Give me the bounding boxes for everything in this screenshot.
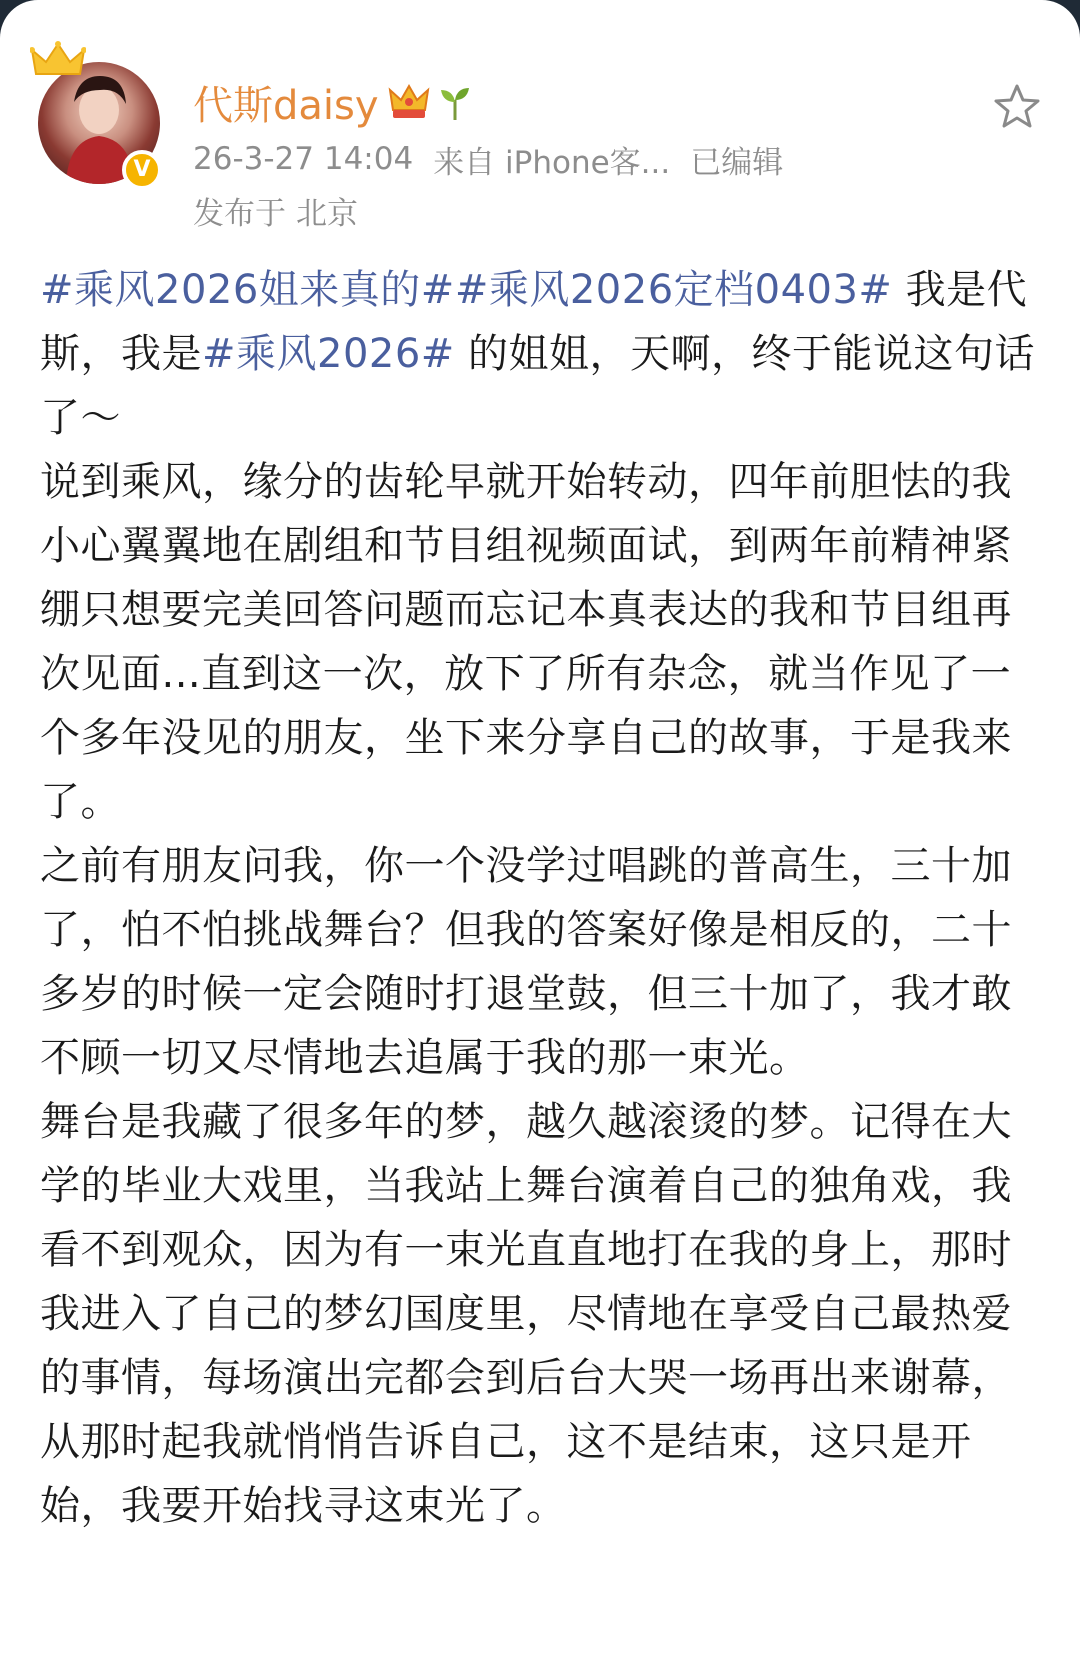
vip-crown-icon[interactable]: [387, 82, 431, 122]
paragraph-2: 说到乘风，缘分的齿轮早就开始转动，四年前胆怯的我小心翼翼地在剧组和节目组视频面试，到两年前精神紧绷只想要完美回答问题而忘记本真表达的我和节目组再次见面...直到这一次，放下了所有杂念，就当作见了一个多年没见的朋友，坐下来分享自己的故事，于是我来了。: [40, 459, 1012, 825]
hashtag-link[interactable]: #乘风2026#: [202, 331, 455, 377]
avatar[interactable]: [38, 62, 160, 184]
star-icon[interactable]: [992, 82, 1042, 132]
paragraph-4: 舞台是我藏了很多年的梦，越久越滚烫的梦。记得在大学的毕业大戏里，当我站上舞台演着自己的独角戏，我看不到观众，因为有一束光直直地打在我的身上，那时我进入了自己的梦幻国度里，尽情地在享受自己最热爱的事情，每场演出完都会到后台大哭一场再出来谢幕，从那时起我就悄悄告诉自己，这不是结束，这只是开始，我要开始找寻这束光了。: [40, 1099, 1012, 1529]
post-meta: [193, 137, 803, 181]
post-location: [193, 188, 358, 232]
location-name: 北京: [296, 195, 358, 232]
text-span: 的姐姐，天啊，终于能说这句话了～: [40, 331, 1036, 441]
location-prefix: 发布于: [193, 195, 286, 232]
paragraph-3: 之前有朋友问我，你一个没学过唱跳的普高生，三十加了，怕不怕挑战舞台？但我的答案好像是相反的，二十多岁的时候一定会随时打退堂鼓，但三十加了，我才敢不顾一切又尽情地去追属于我的那一束光。: [40, 843, 1012, 1081]
edited-label[interactable]: 已编辑: [690, 144, 784, 181]
post-timestamp: 26-3-27 14:04: [193, 141, 414, 177]
paragraph-1: [40, 258, 1048, 450]
post-source[interactable]: 来自 iPhone客...: [433, 144, 671, 181]
verified-badge: V: [122, 150, 162, 190]
text-span: 我是代斯，我是: [40, 267, 1028, 377]
post-content: [40, 258, 1048, 1538]
hashtag-link[interactable]: #乘风2026定档0403#: [454, 267, 893, 313]
hashtag-link[interactable]: #乘风2026姐来真的#: [40, 267, 455, 313]
username-row: [193, 74, 473, 130]
username[interactable]: 代斯daisy: [193, 82, 379, 129]
sprout-icon[interactable]: [437, 82, 473, 122]
crown-icon: [30, 40, 86, 84]
